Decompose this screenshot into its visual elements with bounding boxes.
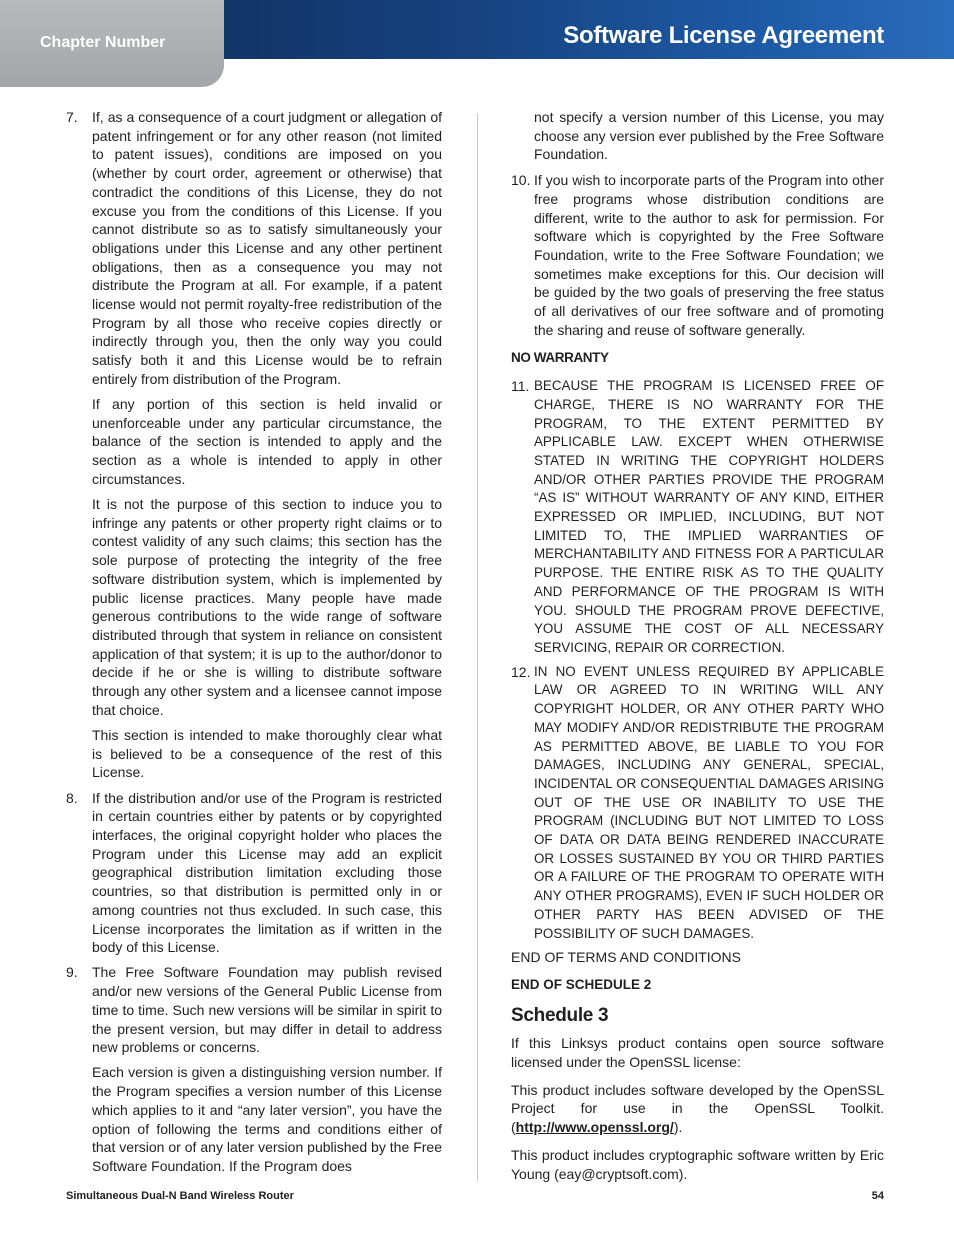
item-10-text: If you wish to incorporate parts of the Program into other free programs whose distribution conditions are different, write to the author to ask for permission. For software which is copyrighted by the Free Software Foundation, write to the Free Software Foundation; we sometimes make exceptions for this. Our decision will be guided by the two goals of preserving the free status of all derivatives of our free software and of promoting the sharing and reuse of software generally.	[534, 172, 884, 338]
item-9-paragraph-2: Each version is given a distinguishing version number. If the Program specifies a version number of this License which applies to it and “any later version”, you have the option of following the terms and conditions either of that version or of any later version published by the Free Software Foundation. If the Program does	[92, 1064, 442, 1174]
list-item-9	[66, 963, 442, 1182]
list-item-12	[511, 663, 884, 944]
item-11-text: BECAUSE THE PROGRAM IS LICENSED FREE OF CHARGE, THERE IS NO WARRANTY FOR THE PROGRAM, TO THE EXTENT PERMITTED BY APPLICABLE LAW. EXCEPT WHEN OTHERWISE STATED IN WRITING THE COPYRIGHT HOLDERS AND/OR OTHER PARTIES PROVIDE THE PROGRAM “AS IS” WITHOUT WARRANTY OF ANY KIND, EITHER EXPRESSED OR IMPLIED, INCLUDING, BUT NOT LIMITED TO, THE IMPLIED WARRANTIES OF MERCHANTABILITY AND FITNESS FOR A PARTICULAR PURPOSE. THE ENTIRE RISK AS TO THE QUALITY AND PERFORMANCE OF THE PROGRAM IS WITH YOU. SHOULD THE PROGRAM PROVE DEFECTIVE, YOU ASSUME THE COST OF ALL NECESSARY SERVICING, REPAIR OR CORRECTION.	[534, 378, 884, 655]
openssl-text-end: ).	[673, 1119, 683, 1136]
schedule-3-openssl-paragraph	[511, 1081, 884, 1137]
openssl-text: This product includes software developed by the OpenSSL Project for use in the OpenSSL Toolkit. (	[511, 1081, 884, 1136]
item-7-paragraph-3: It is not the purpose of this section to induce you to infringe any patents or other property right claims or to contest validity of any such claims; this section has the sole purpose of protecting the integrity of the free software distribution system, which is implemented by public license practices. Many people have made generous contributions to the wide range of software distributed through that system in reliance on consistent application of that system; it is up to the author/donor to decide if he or she is willing to distribute software through any other system and a licensee cannot impose that choice.	[92, 496, 442, 718]
item-7-paragraph-4: This section is intended to make thoroughly clear what is believed to be a consequence of the rest of this License.	[92, 727, 442, 781]
list-item-8	[66, 789, 442, 964]
item-7-paragraph-2: If any portion of this section is held invalid or unenforceable under any particular circumstance, the balance of the section is intended to apply and the section as a whole is intended to apply in other circumstances.	[92, 396, 442, 487]
item-number: 11.	[511, 378, 530, 395]
schedule-3-intro: If this Linksys product contains open source software licensed under the OpenSSL license:	[511, 1035, 884, 1071]
item-12-text: IN NO EVENT UNLESS REQUIRED BY APPLICABLE LAW OR AGREED TO IN WRITING WILL ANY COPYRIGHT HOLDER, OR ANY OTHER PARTY WHO MAY MODIFY AND/OR REDISTRIBUTE THE PROGRAM AS PERMITTED ABOVE, BE LIABLE TO YOU FOR DAMAGES, INCLUDING ANY GENERAL, SPECIAL, INCIDENTAL OR CONSEQUENTIAL DAMAGES ARISING OUT OF THE USE OR INABILITY TO USE THE PROGRAM (INCLUDING BUT NOT LIMITED TO LOSS OF DATA OR DATA BEING RENDERED INACCURATE OR LOSSES SUSTAINED BY YOU OR THIRD PARTIES OR A FAILURE OF THE PROGRAM TO OPERATE WITH ANY OTHER PROGRAMS), EVEN IF SUCH HOLDER OR OTHER PARTY HAS BEEN ADVISED OF THE POSSIBILITY OF SUCH DAMAGES.	[534, 663, 884, 941]
end-of-schedule: END OF SCHEDULE 2	[511, 976, 652, 992]
item-9-continuation: not specify a version number of this License, you may choose any version ever published by the Free Software Foundation.	[534, 109, 884, 163]
page-number: 54	[871, 1190, 884, 1202]
left-column	[66, 108, 442, 1182]
item-number: 8.	[66, 789, 78, 806]
list-item-7	[66, 108, 442, 789]
footer-product-name: Simultaneous Dual-N Band Wireless Router	[66, 1190, 294, 1202]
end-of-terms: END OF TERMS AND CONDITIONS	[511, 949, 741, 966]
document-title: Software License Agreement	[563, 22, 884, 49]
no-warranty-heading: NO WARRANTY	[511, 350, 609, 366]
item-number: 10.	[511, 172, 531, 189]
list-item-10	[511, 171, 884, 339]
item-8-paragraph-1: If the distribution and/or use of the Program is restricted in certain countries either by patents or by copyrighted interfaces, the original copyright holder who places the Program under this License may add an explicit geographical distribution limitation excluding those countries, so that distribution is permitted only in or among countries not thus excluded. In such case, this License incorporates the limitation as if written in the body of this License.	[92, 789, 442, 956]
openssl-link[interactable]: http://www.openssl.org/	[515, 1119, 674, 1136]
chapter-tab	[0, 0, 224, 87]
column-divider	[477, 113, 478, 1181]
item-number: 7.	[66, 109, 78, 125]
chapter-label: Chapter Number	[40, 34, 166, 51]
item-number: 9.	[66, 964, 78, 981]
list-item-11	[511, 377, 884, 658]
item-9-paragraph-1: The Free Software Foundation may publish revised and/or new versions of the General Public License from time to time. Such new versions will be similar in spirit to the present version, but may differ in detail to address new problems or concerns.	[92, 964, 442, 1056]
item-number: 12.	[511, 663, 531, 680]
right-column	[511, 108, 884, 1192]
item-7-paragraph-1: If, as a consequence of a court judgment or allegation of patent infringement or for any other reason (not limited to patent issues), conditions are imposed on you (whether by court order, agreement or otherwise) that contradict the conditions of this License, they do not excuse you from the conditions of this License. If you cannot distribute so as to satisfy simultaneously your obligations under this License and any other pertinent obligations, then as a consequence you may not distribute the Program at all. For example, if a patent license would not permit royalty-free redistribution of the Program by all those who receive copies directly or indirectly through you, then the only way you could satisfy both it and this License would be to refrain entirely from distribution of the Program.	[92, 109, 442, 387]
schedule-3-crypto-paragraph: This product includes cryptographic software written by Eric Young (eay@cryptsoft.com).	[511, 1146, 884, 1182]
schedule-3-heading: Schedule 3	[511, 1004, 609, 1026]
